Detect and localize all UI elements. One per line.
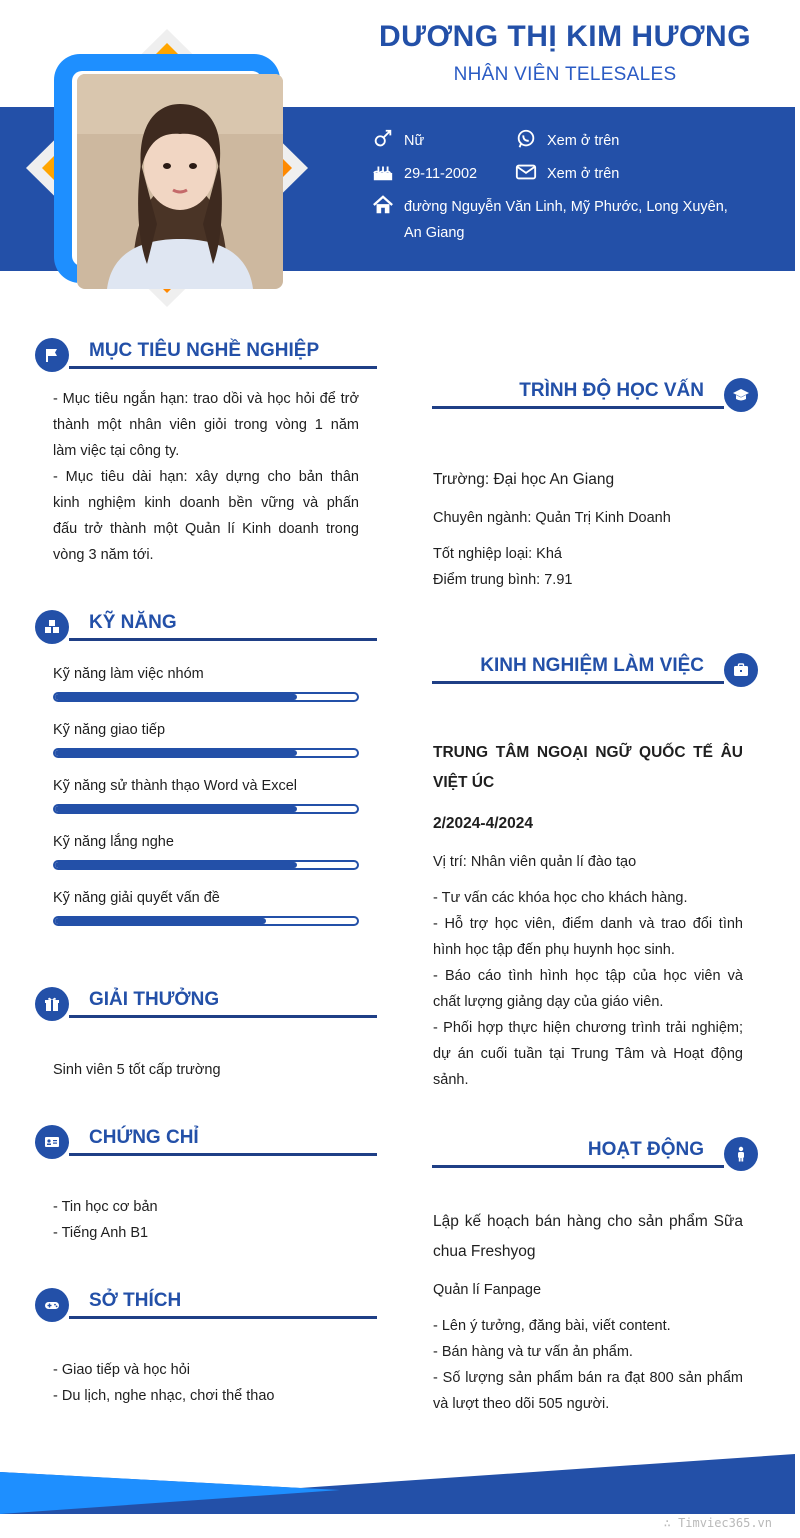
skill-progress-bar: [53, 860, 359, 870]
skill-progress-fill: [55, 694, 297, 700]
certificates-title: CHỨNG CHỈ: [89, 1127, 199, 1148]
skill-progress-bar: [53, 804, 359, 814]
objective-line: vòng 3 năm tới.: [53, 547, 154, 563]
duty-line: sảnh.: [433, 1072, 469, 1088]
skill-progress-fill: [55, 918, 266, 924]
skill-progress-bar: [53, 748, 359, 758]
skill-progress-fill: [55, 750, 297, 756]
watermark: ∴ Timviec365.vn: [663, 1516, 772, 1530]
watermark-text: Timviec365.vn: [678, 1516, 772, 1530]
section-divider: [432, 1165, 724, 1168]
section-activities: [432, 1133, 758, 1173]
education-gpa: Điểm trung bình: 7.91: [433, 572, 573, 588]
objective-line: kinh nghiệm kinh doanh bền vững và phấn: [53, 495, 359, 511]
objective-line: làm việc tại công ty.: [53, 443, 180, 459]
skills-title: KỸ NĂNG: [89, 612, 177, 633]
education-grade: Tốt nghiệp loại: Khá: [433, 546, 562, 562]
address-line2: An Giang: [404, 225, 465, 241]
hobbies-title: SỞ THÍCH: [89, 1290, 182, 1311]
experience-title: KINH NGHIỆM LÀM VIỆC: [480, 655, 704, 676]
birthday-value: 29-11-2002: [404, 166, 478, 182]
activity-heading-line: chua Freshyog: [433, 1243, 536, 1260]
education-title: TRÌNH ĐỘ HỌC VẤN: [519, 380, 704, 401]
flag-icon: [35, 338, 69, 372]
experience-position: Vị trí: Nhân viên quản lí đào tạo: [433, 854, 637, 870]
duty-line: - Báo cáo tình hình học tập của học viên và: [433, 968, 743, 984]
person-icon: [724, 1137, 758, 1171]
certificate-item: - Tiếng Anh B1: [53, 1225, 149, 1241]
experience-duties: [433, 885, 743, 1093]
certificate-item: - Tin học cơ bản: [53, 1199, 158, 1215]
home-icon: [372, 194, 394, 216]
section-divider: [69, 366, 377, 369]
skill-label: Kỹ năng giải quyết vấn đề: [53, 890, 220, 906]
section-hobbies: [35, 1284, 380, 1324]
experience-period: 2/2024-4/2024: [433, 815, 533, 832]
duty-line: - Hỗ trợ học viên, điểm danh và trao đổi tình: [433, 916, 743, 932]
activity-line: và lượt theo dõi 505 người.: [433, 1396, 610, 1412]
profile-photo: [77, 74, 283, 289]
duty-line: chất lượng giảng dạy của giáo viên.: [433, 994, 664, 1010]
experience-company: [433, 738, 743, 798]
duty-line: hình học tập đến phụ huynh học sinh.: [433, 942, 675, 958]
activities-heading: [433, 1207, 743, 1267]
objective-line: - Mục tiêu dài hạn: xây dựng cho bản thân: [53, 469, 359, 485]
activities-list: [433, 1313, 743, 1417]
skill-progress-bar: [53, 916, 359, 926]
activity-line: - Bán hàng và tư vấn ản phẩm.: [433, 1344, 633, 1360]
duty-line: - Phối hợp thực hiện chương trình trải nghiệm;: [433, 1020, 743, 1036]
section-objective: [35, 334, 380, 374]
avatar: [22, 27, 312, 309]
skill-progress-fill: [55, 806, 297, 812]
company-line: TRUNG TÂM NGOẠI NGỮ QUỐC TẾ ÂU: [433, 744, 743, 761]
section-certificates: [35, 1121, 380, 1161]
activities-title: HOẠT ĐỘNG: [587, 1139, 704, 1160]
duty-line: - Tư vấn các khóa học cho khách hàng.: [433, 890, 688, 906]
objective-text: [53, 386, 359, 568]
duty-line: dự án cuối tuần tại Trung Tâm và Hoạt động: [433, 1046, 743, 1062]
footer-wave-decoration: [0, 1448, 795, 1514]
briefcase-icon: [724, 653, 758, 687]
objective-line: thành một nhân viên giỏi trong vòng 1 năm: [53, 417, 359, 433]
id-card-icon: [35, 1125, 69, 1159]
education-school: Trường: Đại học An Giang: [433, 471, 615, 488]
skill-label: Kỹ năng lắng nghe: [53, 834, 174, 850]
activity-line: - Lên ý tưởng, đăng bài, viết content.: [433, 1318, 671, 1334]
objective-line: đấu trở thành một Quản lí Kinh doanh trong: [53, 521, 359, 537]
certificates-list: [53, 1194, 158, 1246]
section-divider: [432, 681, 724, 684]
section-skills: [35, 606, 380, 646]
gamepad-icon: [35, 1288, 69, 1322]
hobby-item: - Du lịch, nghe nhạc, chơi thể thao: [53, 1388, 275, 1404]
section-divider: [432, 406, 724, 409]
education-major: Chuyên ngành: Quản Trị Kinh Doanh: [433, 510, 671, 526]
job-title: NHÂN VIÊN TELESALES: [453, 64, 677, 85]
section-education: [432, 374, 758, 414]
whatsapp-icon: [515, 128, 537, 150]
phone-value[interactable]: Xem ở trên: [547, 133, 620, 149]
skill-label: Kỹ năng làm việc nhóm: [53, 666, 204, 682]
email-value[interactable]: Xem ở trên: [547, 166, 620, 182]
section-divider: [69, 1316, 377, 1319]
hobby-item: - Giao tiếp và học hỏi: [53, 1362, 191, 1378]
cubes-icon: [35, 610, 69, 644]
activity-heading-line: Lập kế hoạch bán hàng cho sản phẩm Sữa: [433, 1213, 743, 1230]
company-line: VIỆT ÚC: [433, 774, 495, 791]
hobbies-list: [53, 1357, 275, 1409]
candidate-name: DƯƠNG THỊ KIM HƯƠNG: [378, 20, 752, 53]
activity-line: - Số lượng sản phẩm bán ra đạt 800 sản phẩm: [433, 1370, 743, 1386]
section-divider: [69, 1015, 377, 1018]
gift-icon: [35, 987, 69, 1021]
section-experience: [432, 649, 758, 689]
section-divider: [69, 1153, 377, 1156]
section-awards: [35, 983, 380, 1023]
birthday-cake-icon: [372, 161, 394, 183]
awards-title: GIẢI THƯỞNG: [89, 989, 220, 1010]
skill-label: Kỹ năng giao tiếp: [53, 722, 166, 738]
gender-icon: [372, 128, 394, 150]
section-divider: [69, 638, 377, 641]
address-line1: đường Nguyễn Văn Linh, Mỹ Phước, Long Xuyên,: [404, 199, 728, 215]
skill-label: Kỹ năng sử thành thạo Word và Excel: [53, 778, 297, 794]
skill-progress-fill: [55, 862, 297, 868]
objective-title: MỤC TIÊU NGHỀ NGHIỆP: [89, 340, 320, 361]
awards-text: Sinh viên 5 tốt cấp trường: [53, 1062, 221, 1078]
objective-line: - Mục tiêu ngắn hạn: trao dồi và học hỏi để trở: [53, 391, 359, 407]
envelope-icon: [515, 161, 537, 183]
gender-value: Nữ: [404, 133, 425, 149]
activities-sub: Quản lí Fanpage: [433, 1282, 542, 1298]
skill-progress-bar: [53, 692, 359, 702]
graduation-cap-icon: [724, 378, 758, 412]
